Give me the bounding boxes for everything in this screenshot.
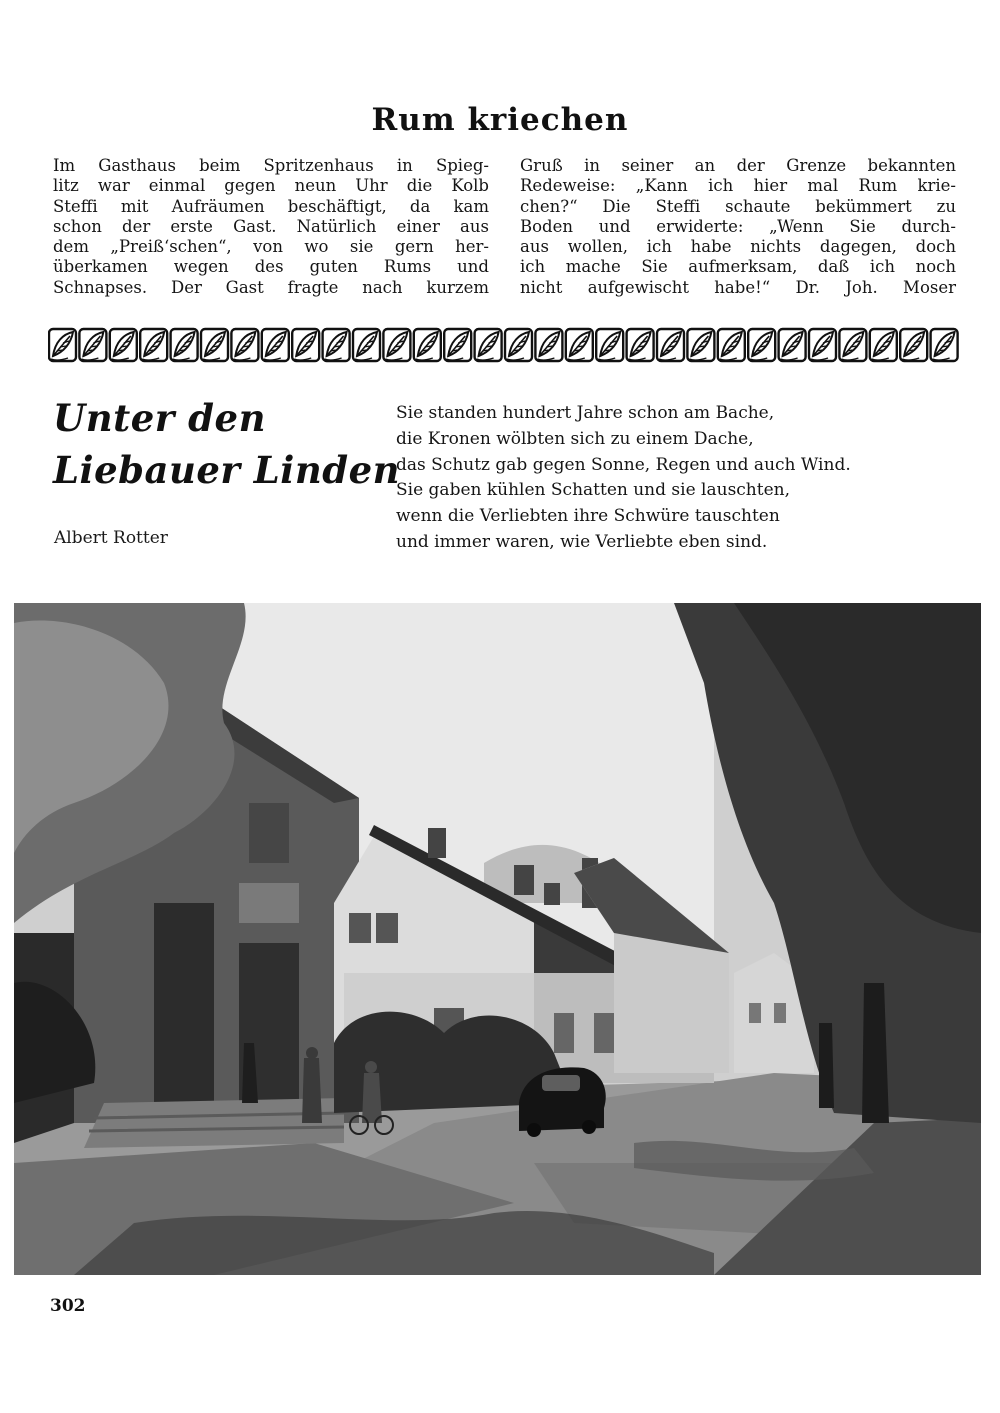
article-column-right xyxy=(520,156,956,298)
leaf-ornament-icon xyxy=(596,329,623,361)
leaf-ornament-icon xyxy=(140,329,167,361)
text-line: dem „Preiß‘schen“, von wo sie gern her- xyxy=(53,237,489,257)
poem-line: die Kronen wölbten sich zu einem Dache, xyxy=(396,428,754,449)
leaf-ornament-icon xyxy=(79,329,106,361)
text-line: schon der erste Gast. Natürlich einer aus xyxy=(53,216,489,236)
leaf-ornament-icon xyxy=(839,329,866,361)
poem-heading-line: Liebauer Linden xyxy=(53,448,401,492)
leaf-ornament-icon xyxy=(657,329,684,361)
poem-line: Sie standen hundert Jahre schon am Bache, xyxy=(396,403,775,423)
text-line: ich mache Sie aufmerksam, daß ich noch xyxy=(520,257,956,277)
leaf-ornament-icon xyxy=(566,329,593,361)
leaf-ornament-icon xyxy=(931,329,958,361)
leaf-ornament-icon xyxy=(870,329,897,361)
text-line: aus wollen, ich habe nichts dagegen, doch xyxy=(520,237,956,257)
poem-heading xyxy=(53,392,400,496)
text-line: chen?“ Die Steffi schaute bekümmert zu xyxy=(520,196,956,216)
leaf-ornament-icon xyxy=(353,329,380,361)
leaf-ornament-icon xyxy=(201,329,228,361)
leaf-ornament-icon xyxy=(687,329,714,361)
poem-line: und immer waren, wie Verliebte eben sind. xyxy=(396,531,768,552)
poem-line: Sie gaben kühlen Schatten und sie lauschten, xyxy=(396,480,791,501)
leaf-ornament-icon xyxy=(110,329,137,361)
poem-stanza xyxy=(396,401,956,556)
poem-heading-line: Unter den xyxy=(53,396,266,440)
text-line: Boden und erwiderte: „Wenn Sie durch- xyxy=(520,216,956,236)
leaf-ornament-icon xyxy=(718,329,745,361)
leaf-ornament-icon xyxy=(900,329,927,361)
text-line: Steffi mit Aufräumen beschäftigt, da kam xyxy=(53,196,489,216)
leaf-ornament-icon xyxy=(231,329,258,361)
leaf-ornament-icon xyxy=(748,329,775,361)
leaf-ornament-icon xyxy=(383,329,410,361)
leaf-ornament-icon xyxy=(444,329,471,361)
text-line: Gruß in seiner an der Grenze bekannten xyxy=(520,156,956,175)
leaf-ornament-icon xyxy=(627,329,654,361)
text-line: litz war einmal gegen neun Uhr die Kolb xyxy=(53,176,489,196)
street-photo xyxy=(14,603,981,1275)
text-line: Schnapses. Der Gast fragte nach kurzem xyxy=(53,277,489,297)
leaf-ornament-icon xyxy=(414,329,441,361)
leaf-ornament-icon xyxy=(323,329,350,361)
leaf-ornament-icon xyxy=(262,329,289,361)
leaf-ornament-icon xyxy=(779,329,806,361)
poem-line: das Schutz gab gegen Sonne, Regen und auch Wind. xyxy=(396,454,851,475)
leaf-ornament-icon xyxy=(171,329,198,361)
leaf-ornament-icon xyxy=(809,329,836,361)
text-line: Redeweise: „Kann ich hier mal Rum krie- xyxy=(520,176,956,196)
leaf-ornament-icon xyxy=(49,329,76,361)
text-line: überkamen wegen des guten Rums und xyxy=(53,257,489,277)
leaf-ornament-divider xyxy=(48,326,960,364)
poem-author: Albert Rotter xyxy=(54,528,168,548)
text-line: Im Gasthaus beim Spritzenhaus in Spieg- xyxy=(53,156,489,175)
text-line: nicht aufgewischt habe!“ Dr. Joh. Moser xyxy=(520,277,956,297)
leaf-ornament-icon xyxy=(535,329,562,361)
poem-line: wenn die Verliebten ihre Schwüre tauschten xyxy=(396,506,780,527)
leaf-ornament-icon xyxy=(292,329,319,361)
leaf-ornament-icon xyxy=(475,329,502,361)
article-column-left xyxy=(53,156,489,298)
article-title: Rum kriechen xyxy=(371,102,629,138)
leaf-ornament-icon xyxy=(505,329,532,361)
page-number: 302 xyxy=(50,1296,86,1316)
